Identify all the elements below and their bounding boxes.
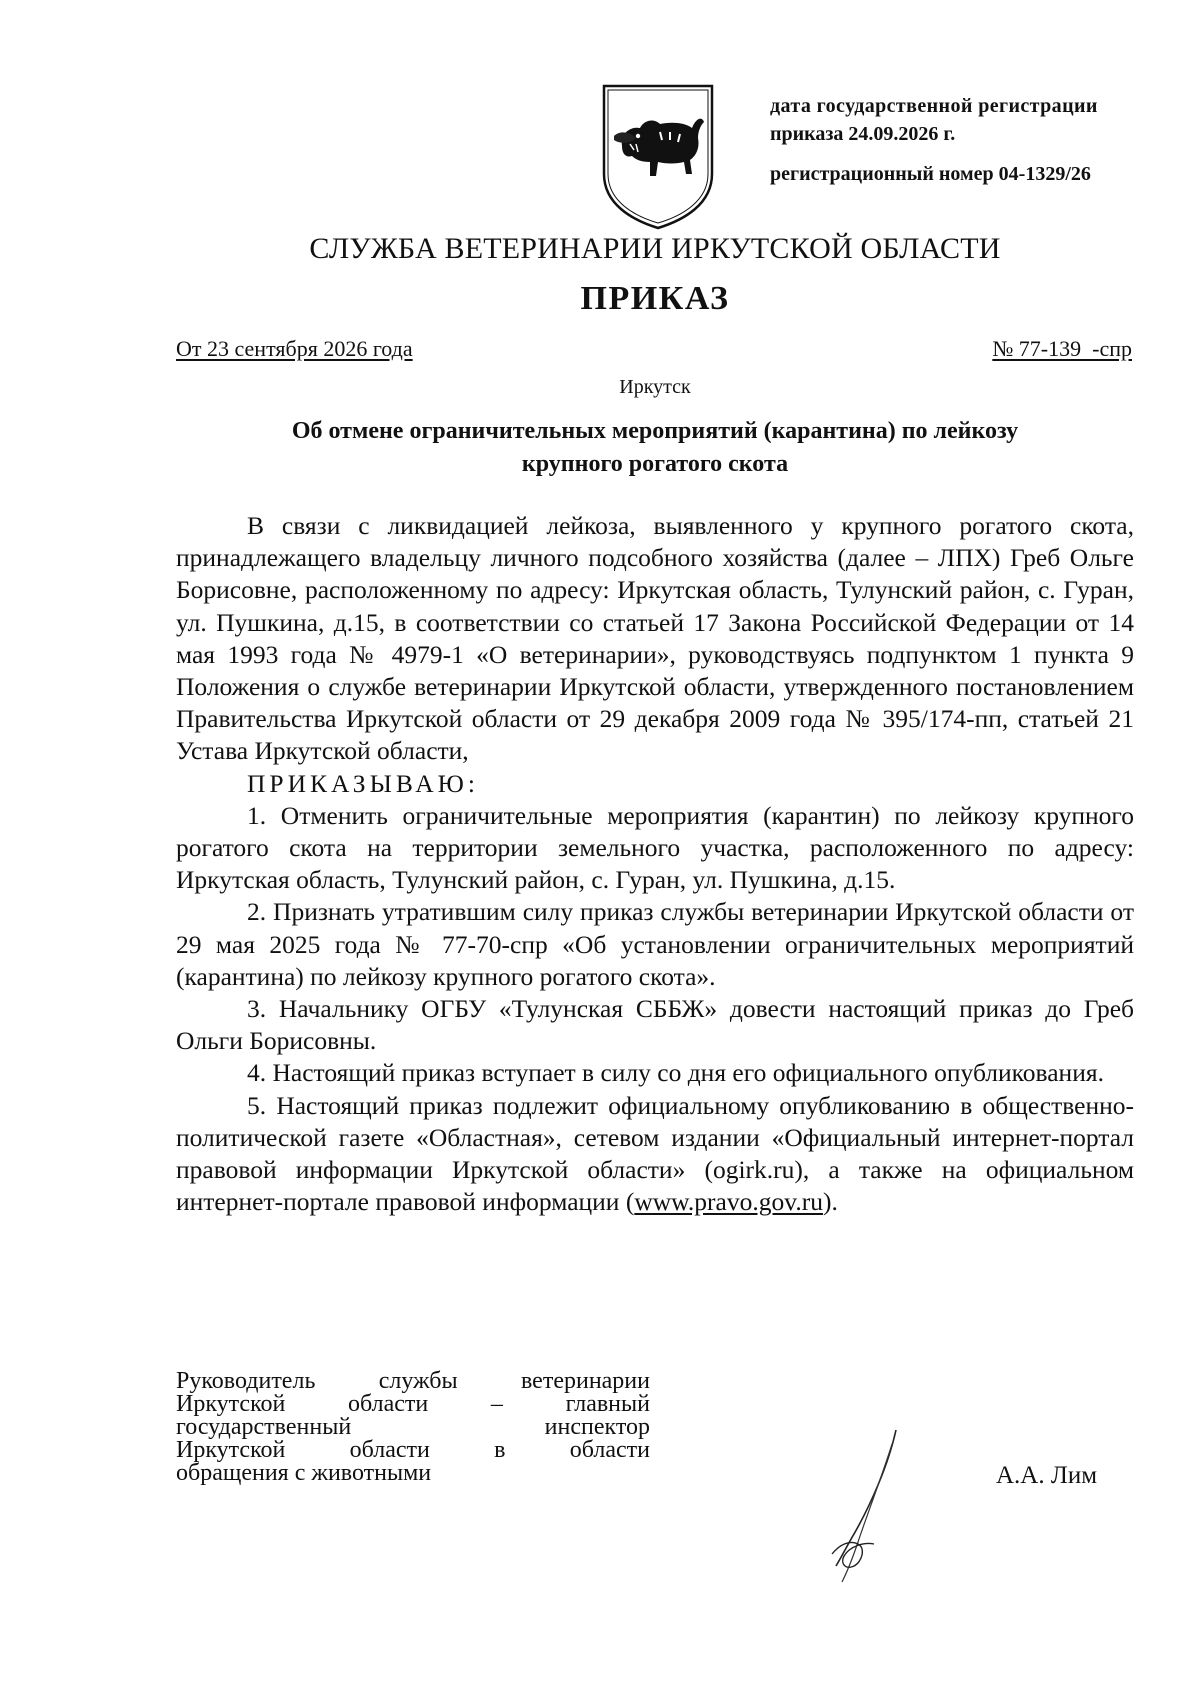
position-line-1: Руководитель службы ветеринарии bbox=[176, 1368, 650, 1394]
registration-info bbox=[770, 92, 1150, 188]
handwritten-signature bbox=[818, 1426, 918, 1586]
subject-line-2: крупного рогатого скота bbox=[521, 451, 789, 477]
order-item-1: 1. Отменить ограничительные мероприятия (карантин) по лейкозу крупного рогатого скота на территории земельного участка, расположенного по адресу: Иркутская область, Тулунский район, с. Гуран, ул. Пушкина, д.15. bbox=[176, 800, 1134, 895]
order-item-4: 4. Настоящий приказ вступает в силу со дня его официального опубликования. bbox=[247, 1058, 1104, 1088]
registration-date: приказа 24.09.2026 г. bbox=[770, 123, 956, 145]
position-line-2: Иркутской области – главный bbox=[176, 1391, 650, 1417]
issue-city: Иркутск bbox=[619, 376, 691, 398]
preamble-paragraph: В связи с ликвидацией лейкоза, выявленного у крупного рогатого скота, принадлежащего владельцу личного подсобного хозяйства (далее – ЛПХ) Греб Ольге Борисовне, расположенному по адресу: Иркутская область, Тулунский район, с. Гуран, ул. Пушкина, д.15, в соответствии со статьей 17 Закона Российской Федерации от 14 мая 1993 года № 4979-1 «О ветеринарии», руководствуясь подпунктом 1 пункта 9 Положения о службе ветеринарии Иркутской области, утвержденного постановлением Правительства Иркутской области от 29 декабря 2009 года № 395/174-пп, статьей 21 Устава Иркутской области, bbox=[176, 511, 1134, 766]
order-subject bbox=[176, 415, 1134, 481]
position-line-5: обращения с животными bbox=[176, 1460, 432, 1486]
order-item-5 bbox=[176, 1090, 1134, 1219]
order-number: № 77-139 -спр bbox=[992, 336, 1132, 361]
order-word: ПРИКАЗЫВАЮ: bbox=[247, 768, 479, 798]
order-body bbox=[176, 510, 1134, 1218]
signatory-position bbox=[176, 1370, 650, 1485]
agency-name: СЛУЖБА ВЕТЕРИНАРИИ ИРКУТСКОЙ ОБЛАСТИ bbox=[309, 232, 1001, 265]
registration-number: регистрационный номер 04-1329/26 bbox=[770, 163, 1091, 185]
order-item-2: 2. Признать утратившим силу приказ службы ветеринарии Иркутской области от 29 мая 2025 года № 77-70-спр «Об установлении ограничительных мероприятий (карантина) по лейкозу крупного рогатого скота». bbox=[176, 897, 1134, 991]
document-type: ПРИКАЗ bbox=[580, 280, 730, 317]
signatory-name: А.А. Лим bbox=[996, 1462, 1098, 1489]
order-item-3: 3. Начальнику ОГБУ «Тулунская СББЖ» довести настоящий приказ до Греб Ольги Борисовны. bbox=[176, 994, 1134, 1056]
position-line-4: Иркутской области в области bbox=[176, 1437, 650, 1463]
item-5-text: 5. Настоящий приказ подлежит официальному опубликованию в общественно-политической газете «Областная», сетевом издании «Официальный интернет-портал правовой информации Иркутской области» (ogirk.ru), а также на официальном интернет-портале правовой информации ( bbox=[176, 1090, 1134, 1217]
registration-date-label: дата государственной регистрации bbox=[770, 95, 1098, 117]
item-5-end: ). bbox=[822, 1187, 838, 1217]
position-line-3: государственный инспектор bbox=[176, 1414, 650, 1440]
pravo-gov-link[interactable]: www.pravo.gov.ru bbox=[634, 1187, 823, 1217]
subject-line-1: Об отмене ограничительных мероприятий (карантина) по лейкозу bbox=[291, 418, 1019, 444]
coat-of-arms-emblem bbox=[600, 82, 716, 232]
order-date: От 23 сентября 2026 года bbox=[176, 336, 413, 361]
